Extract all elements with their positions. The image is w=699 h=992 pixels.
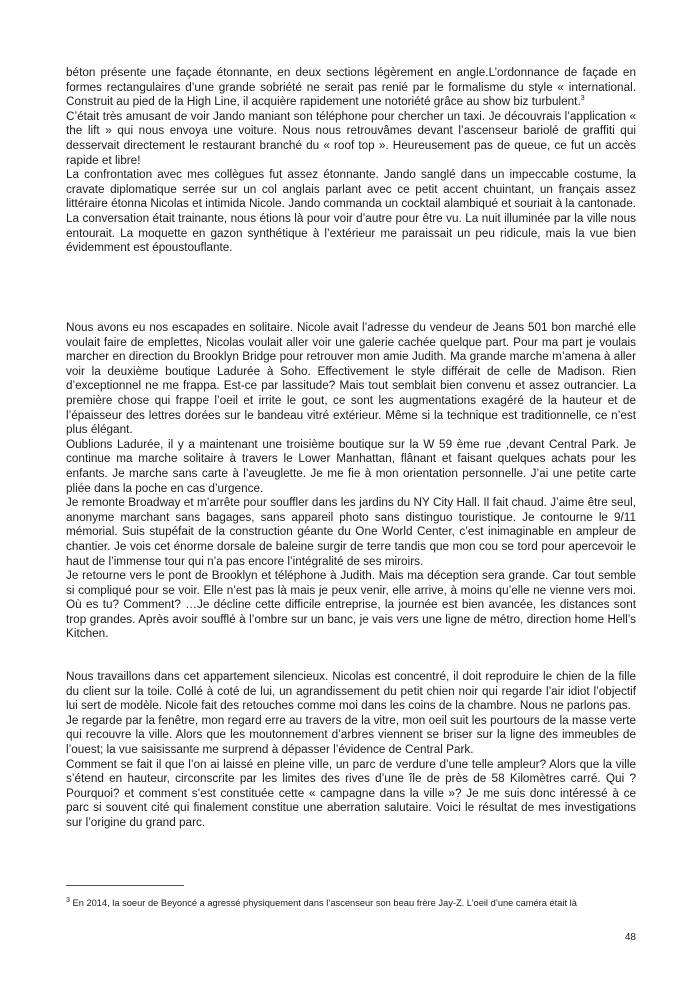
paragraph [66,66,636,110]
paragraph: C’était très amusant de voir Jando maniant son téléphone pour chercher un taxi. Je découvrais l’application « the lift » qui nous envoya une voiture. Nous nous retrouvâmes devant l’ascenseur bariolé de graffiti qui desservait directement le restaurant branché du « roof top ». Heureusement pas de queue, ce fut un accès rapide et libre! [66,109,636,167]
paragraph: Nous travaillons dans cet appartement silencieux. Nicolas est concentré, il doit reproduire le chien de la fille du client sur la toile. Collé à coté de lui, un agrandissement du petit chien noir qui regarde l’air idiot l’objectif lui sert de modèle. Nicole fait des retouches comme moi dans les coins de la chambre. Nous ne parlons pas. [66,670,636,713]
text-block-3 [66,670,636,831]
paragraph: La confrontation avec mes collègues fut assez étonnante. Jando sanglé dans un impeccable costume, la cravate diplomatique serrée sur un col anglais parlant avec ce petit accent chuintant, un français assez littéraire étonna Nicolas et intimida Nicole. Jando commanda un cocktail alambiqué et souriait à la cantonade. La conversation était trainante, nous étions là pour voir d’autre pour être vu. La nuit illuminée par la ville nous entourait. La moquette en gazon synthétique à l’extérieur me paraissait un peu ridicule, mais la vue bien évidemment est époustouflante. [66,168,636,255]
paragraph: Nous avons eu nos escapades en solitaire. Nicole avait l’adresse du vendeur de Jeans 501 bon marché elle voulait faire de emplettes, Nicolas voulait aller voir une galerie cachée quelque part. Pour ma part je voulais marcher en direction du Brooklyn Bridge pour retrouver mon amie Judith. Ma grande marche m’amena à aller voir la deuxième boutique Ladurée à Soho. Effectivement le style différait de celle de Madison. Rien d’exceptionnel ne me frappa. Est-ce par lassitude? Mais tout semblait bien convenu et assez outrancier. La première chose qui frappe l’oeil et irrite le gout, ce sont les augmentations exagéré de la hauteur et de l’épaisseur des lettres dorées sur le bandeau vitré extérieur. Même si la technique est traditionnelle, ce n’est plus élégant. [66,321,636,437]
footnote-reference[interactable]: 3 [580,95,585,103]
paragraph-text: béton présente une façade étonnante, en deux sections légèrement en angle.L’ordonnance de façade en formes rectangulaires d’une grande sobriété ne serait pas renié par le formalisme du style « international. Construit au pied de la High Line, il acquière rapidement une notoriété grâce au show biz turbulent. [66,66,636,109]
paragraph: Comment se fait il que l’on ai laissé en pleine ville, un parc de verdure d’une telle ampleur? Alors que la ville s’étend en hauteur, circonscrite par les limites des rives d’une île de près de 58 Kilomètres carré. Qui ? Pourquoi? et comment s’est constituée cette « campagne dans la ville »? Je me suis donc intéressé à ce parc si souvent cité qui finalement constitue une aberration salutaire. Voici le résultat de mes investigations sur l’origine du grand parc. [66,757,636,829]
paragraph: Je retourne vers le pont de Brooklyn et téléphone à Judith. Mais ma déception sera grande. Car tout semble si compliqué pour se voir. Elle n’est pas là mais je peux venir, elle arrive, à moins qu’elle ne vienne vers moi. Où es tu? Comment? …Je décline cette difficile entreprise, la journée est bien avancée, les distances sont trop grandes. Après avoir soufflé à l’ombre sur un banc, je vais vers une ligne de métro, direction home Hell’s Kitchen. [66,569,636,641]
text-block-1 [66,66,636,256]
footnote-number: 3 [66,896,70,904]
footnote-text: En 2014, la soeur de Beyoncé a agressé physiquement dans l’ascenseur son beau frère Jay-Z. L’oeil d’une caméra était là [69,898,577,908]
paragraph: Je regarde par la fenêtre, mon regard erre au travers de la vitre, mon oeil suit les pourtours de la masse verte qui recouvre la ville. Alors que les moutonnement d’arbres viennent se briser sur la ligne des immeubles de l’ouest; la vue saisissante me surprend à dépasser l’évidence de Central Park. [66,713,636,756]
page-number: 48 [624,932,636,943]
text-block-2 [66,321,636,642]
footnote-separator [66,885,184,886]
paragraph: Je remonte Broadway et m’arrête pour souffler dans les jardins du NY City Hall. Il fait chaud. J’aime être seul, anonyme marchant sans bagages, sans appareil photo sans distinguo touristique. Je contourne le 9/11 mémorial. Suis stupéfait de la construction géante du One World Center, c’est inimaginable en ampleur de chantier. Je vois cet énorme dorsale de baleine surgir de terre tandis que mon cou se tord pour apercevoir le haut de l’immense tour qui n’a pas encore l’intégralité de ses miroirs. [66,496,636,568]
footnote [66,897,636,909]
paragraph: Oublions Ladurée, il y a maintenant une troisième boutique sur la W 59 ème rue ,devant Central Park. Je continue ma marche solitaire à travers le Lower Manhattan, flânant et faisant quelques achats pour les enfants. Je marche sans carte à l’aveuglette. Je me fie à mon orientation personnelle. J’ai une petite carte pliée dans la poche en cas d’urgence. [66,437,636,495]
